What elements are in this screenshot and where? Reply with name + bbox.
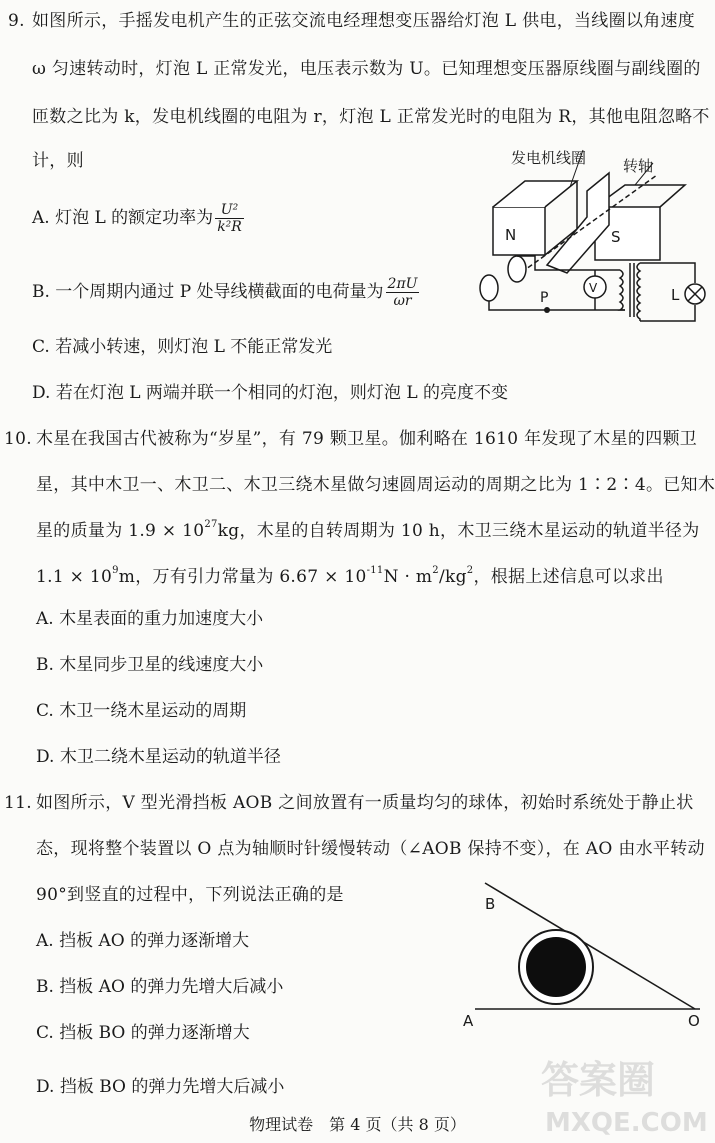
q11-option-b: B. 挡板 AO 的弹力先增大后减小 [36,977,284,997]
q10-stem-line-1: 木星在我国古代被称为“岁星”，有 79 颗卫星。伽利略在 1610 年发现了木星的四颗卫 [36,429,698,449]
q10-option-d: D. 木卫二绕木星运动的轨道半径 [36,747,281,767]
q9-number: 9. [8,11,25,31]
q10-radius-text: 1.1 × 10 [36,567,113,587]
q9-option-d: D. 若在灯泡 L 两端并联一个相同的灯泡，则灯泡 L 的亮度不变 [32,383,509,403]
q9-option-a-text: A. 灯泡 L 的额定功率为 [32,208,214,228]
q10-unit-exp-1: 2 [432,565,439,576]
q10-unit-kg: /kg [438,567,467,587]
q11-option-d: D. 挡板 BO 的弹力先增大后减小 [36,1077,285,1097]
q9-generator-circuit-figure [475,145,715,330]
q9-option-a-numerator: U² [215,202,244,219]
watermark-line-1: 答案圈 [541,1058,656,1102]
q9-stem-line-1: 如图所示，手摇发电机产生的正弦交流电经理想变压器给灯泡 L 供电，当线圈以角速度 [32,11,696,31]
q10-option-a: A. 木星表面的重力加速度大小 [36,609,264,629]
q9-option-b-text: B. 一个周期内通过 P 处导线横截面的电荷量为 [32,282,384,302]
q11-figure-a-label: A [463,1012,474,1030]
q10-g-text: m，万有引力常量为 6.67 × 10 [118,567,367,587]
page-footer: 物理试卷 第 4 页（共 8 页） [249,1115,466,1134]
q9-figure-s-label: S [611,228,621,246]
q9-figure-l-label: L [671,286,680,304]
q10-option-b: B. 木星同步卫星的线速度大小 [36,655,264,675]
q9-option-b-fraction [386,276,420,309]
q9-stem-line-4: 计，则 [32,151,84,171]
q10-stem-line-3-rest: kg，木星的自转周期为 10 h，木卫三绕木星运动的轨道半径为 [217,521,700,541]
q10-unit-text: N · m [383,567,433,587]
q11-figure-o-label: O [688,1012,700,1030]
q11-stem-line-2: 态，现将整个装置以 O 点为轴顺时针缓慢转动（∠AOB 保持不变），在 AO 由水平转动 [36,839,705,859]
watermark-logo [529,1045,709,1140]
q9-option-a-fraction [215,202,244,235]
q11-v-baffle-figure [455,875,715,1035]
q11-stem-line-3: 90°到竖直的过程中，下列说法正确的是 [36,885,344,905]
q9-figure-n-label: N [505,226,517,244]
q9-figure-shaft-label: 转轴 [623,157,654,175]
q10-g-exponent: -11 [366,565,384,576]
q11-figure-b-label: B [485,895,496,913]
q9-option-c: C. 若减小转速，则灯泡 L 不能正常发光 [32,337,333,357]
q9-option-a [32,202,246,235]
q10-stem-line-4 [36,566,664,588]
q11-stem-line-1: 如图所示，V 型光滑挡板 AOB 之间放置有一质量均匀的球体，初始时系统处于静止状 [36,793,694,813]
q9-option-b-numerator: 2πU [387,276,418,292]
q9-option-a-denominator: k²R [217,219,242,235]
q10-mass-text: 星的质量为 1.9 × 10 [36,521,205,541]
q11-number: 11. [4,793,32,813]
q9-figure-coil-label: 发电机线圈 [511,149,587,167]
q11-option-c: C. 挡板 BO 的弹力逐渐增大 [36,1023,250,1043]
q10-number: 10. [4,429,32,449]
q9-option-b [32,276,421,309]
q10-stem-line-4-rest: ，根据上述信息可以求出 [473,567,664,587]
q9-figure-v-label: V [589,281,598,295]
q9-option-b-denominator: ωr [393,293,412,309]
q10-radius-exponent: 9 [112,565,119,576]
q9-stem-line-3: 匝数之比为 k，发电机线圈的电阻为 r，灯泡 L 正常发光时的电阻为 R，其他电阻忽略不 [32,107,710,127]
q9-stem-line-2: ω 匀速转动时，灯泡 L 正常发光，电压表示数为 U。已知理想变压器原线圈与副线圈的 [32,59,701,79]
q10-stem-line-2: 星，其中木卫一、木卫二、木卫三绕木星做匀速圆周运动的周期之比为 1∶2∶4。已知木 [36,475,715,495]
q9-figure-p-label: P [540,290,549,306]
q10-option-c: C. 木卫一绕木星运动的周期 [36,701,247,721]
q10-stem-line-3 [36,520,700,542]
q10-mass-exponent: 27 [204,519,218,530]
watermark-line-2: MXQE.COM [545,1108,708,1138]
q11-option-a: A. 挡板 AO 的弹力逐渐增大 [36,931,250,951]
q10-unit-exp-2: 2 [466,565,474,576]
